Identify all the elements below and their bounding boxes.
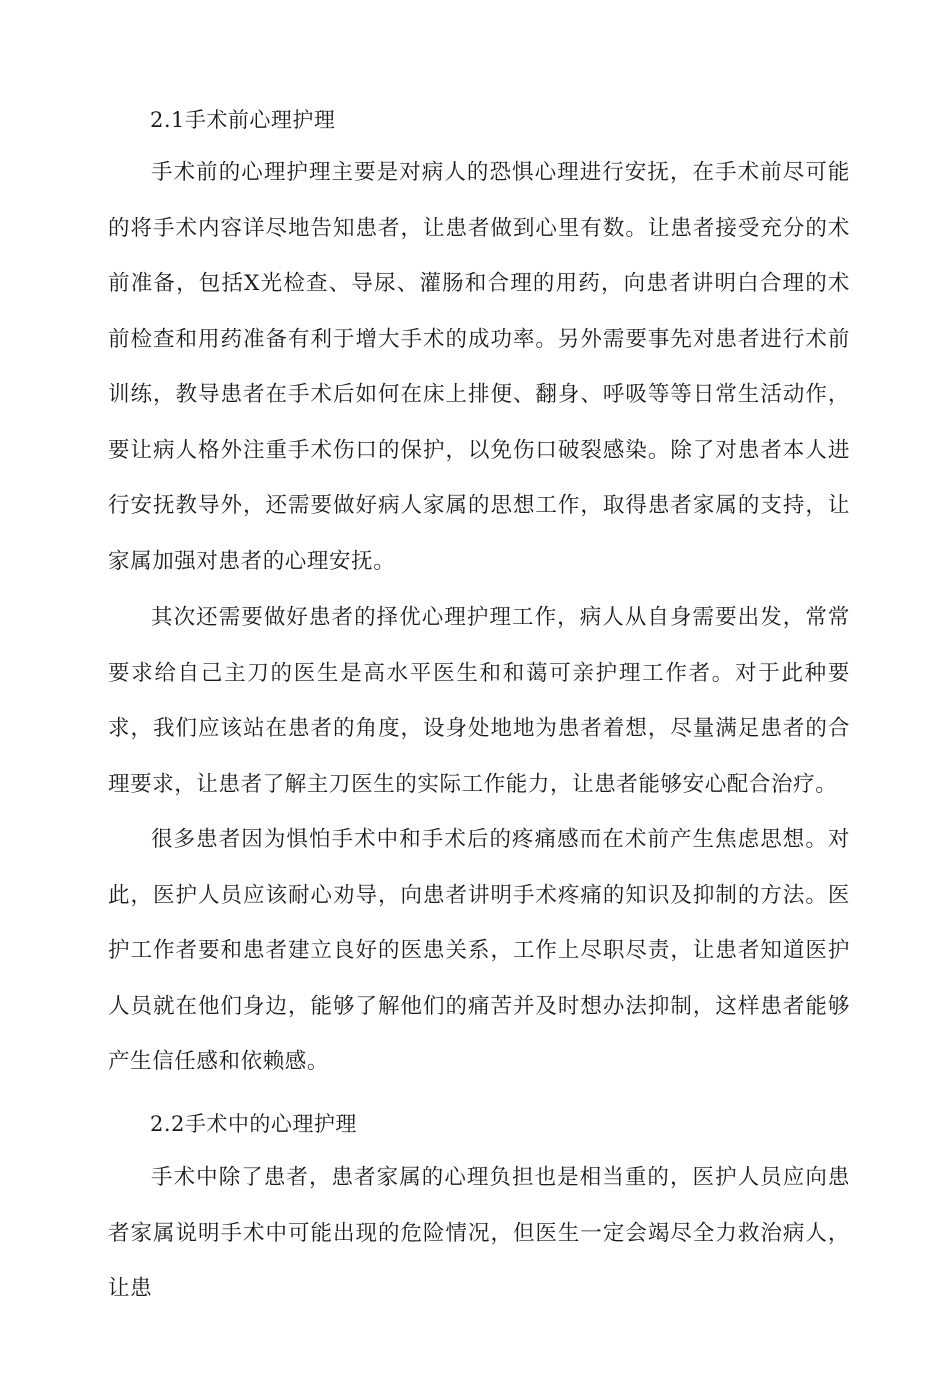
paragraph-preop-intro: 手术前的心理护理主要是对病人的恐惧心理进行安抚，在手术前尽可能的将手术内容详尽地告知患者，让患者做到心里有数。让患者接受充分的术前准备，包括X光检查、导尿、灌肠和合理的用药，向患者讲明白合理的术前检查和用药准备有利于增大手术的成功率。另外需要事先对患者进行术前训练，教导患者在手术后如何在床上排便、翻身、呼吸等等日常生活动作，要让病人格外注重手术伤口的保护，以免伤口破裂感染。除了对患者本人进行安抚教导外，还需要做好病人家属的思想工作，取得患者家属的支持，让家属加强对患者的心理安抚。	[108, 160, 850, 574]
paragraph-preop-surgeon-choice: 其次还需要做好患者的择优心理护理工作，病人从自身需要出发，常常要求给自己主刀的医生是高水平医生和和蔼可亲护理工作者。对于此种要求，我们应该站在患者的角度，设身处地地为患者着想，尽量满足患者的合理要求，让患者了解主刀医生的实际工作能力，让患者能够安心配合治疗。	[108, 605, 850, 797]
paragraph-intraop-family: 手术中除了患者，患者家属的心理负担也是相当重的，医护人员应向患者家属说明手术中可能出现的危险情况，但医生一定会竭尽全力救治病人，让患	[108, 1165, 850, 1301]
section-heading-2-1: 2.1手术前心理护理	[150, 108, 336, 132]
section-heading-2-2: 2.2手术中的心理护理	[150, 1112, 357, 1136]
paragraph-preop-pain-anxiety: 很多患者因为惧怕手术中和手术后的疼痛感而在术前产生焦虑思想。对此，医护人员应该耐心劝导，向患者讲明手术疼痛的知识及抑制的方法。医护工作者要和患者建立良好的医患关系，工作上尽职尽责，让患者知道医护人员就在他们身边，能够了解他们的痛苦并及时想办法抑制，这样患者能够产生信任感和依赖感。	[108, 827, 850, 1074]
